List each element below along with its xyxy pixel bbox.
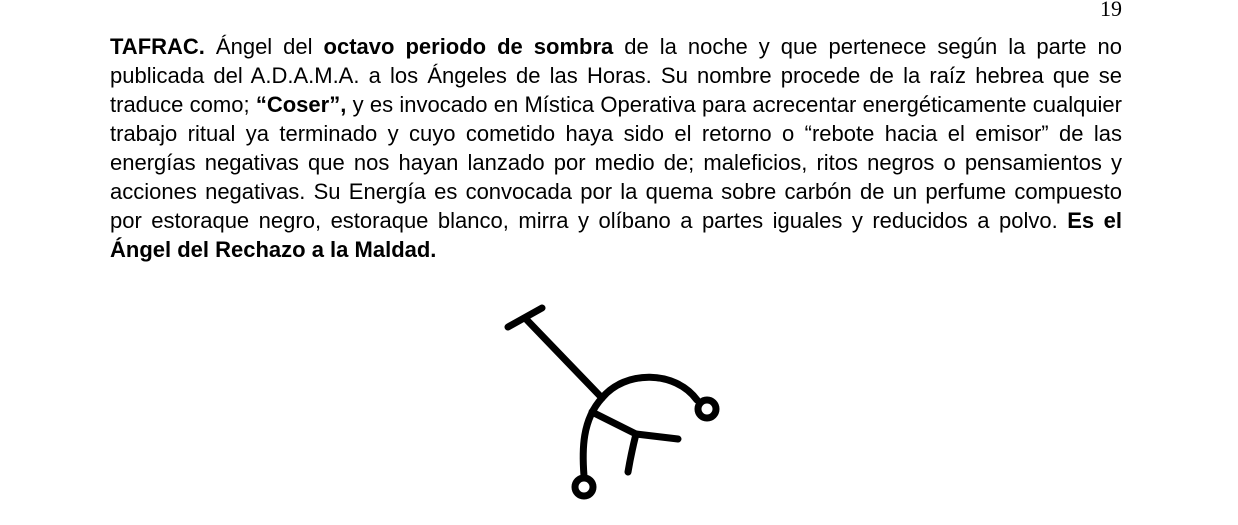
page-number: 19 [1100,0,1122,21]
sigil-bottom-circle [575,478,593,496]
entry-emphasis-meaning: “Coser”, [255,92,347,117]
entry-emphasis-period: octavo periodo de sombra [323,34,614,59]
entry-name: TAFRAC. [110,34,205,59]
entry-text-2: de la noche y que pertenece según la parte no publicada del A.D.A.M.A. a los Ángeles de las Horas. Su nombre procede de la raíz hebrea que se traduce como; [110,34,1122,117]
sigil-fork-leg [628,434,636,472]
entry-text-1: Ángel del [204,34,324,59]
sigil-fork-tip [636,434,678,439]
entry-text-3: y es invocado en Mística Operativa para acrecentar energéticamente cualquier trabajo ritual ya terminado y cuyo cometido haya sido el retorno o “rebote hacia el emisor” de las energías negativas que nos hayan lanzado por medio de; maleficios, ritos negros o pensamientos y acciones negativas. Su Energía es convocada por la quema sobre carbón de un perfume compuesto por estoraque negro, estoraque blanco, mirra y olíbano a partes iguales y reducidos a polvo. [110,92,1122,233]
entry-paragraph [110,32,1122,264]
angel-sigil-icon [500,300,740,520]
entry-emphasis-title: Es el Ángel del Rechazo a la Maldad. [110,208,1122,262]
sigil-fork-arm [592,412,636,434]
sigil-main-stroke [525,318,602,398]
sigil-right-circle [698,400,716,418]
sigil-right-arc [602,377,697,400]
